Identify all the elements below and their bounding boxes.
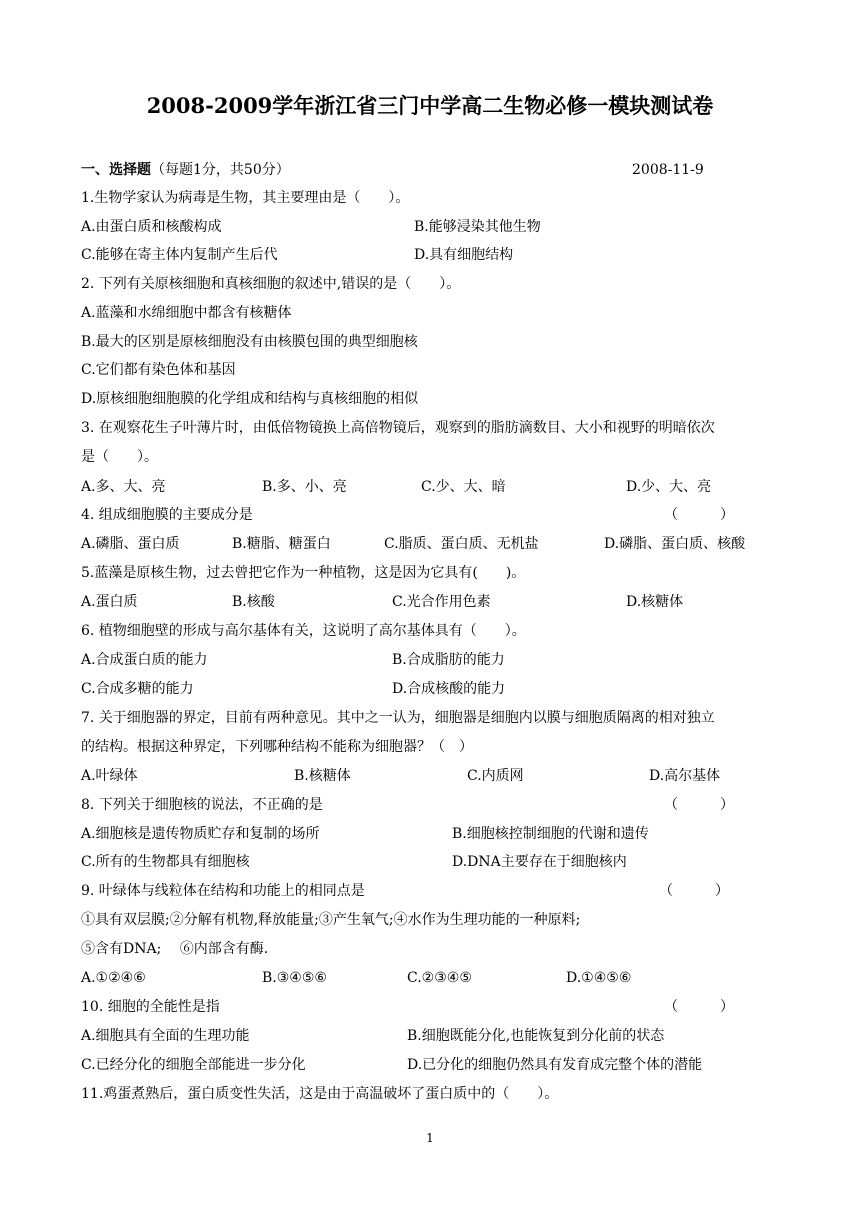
question-3-stem-line-2: 是（ ）。: [81, 449, 158, 465]
question-5-option-c: C.光合作用色素: [392, 594, 491, 610]
question-5-option-d: D.核糖体: [626, 594, 684, 610]
question-1-option-d: D.具有细胞结构: [414, 247, 514, 263]
page-title: 2008-2009学年浙江省三门中学高二生物必修一模块测试卷: [146, 93, 714, 118]
question-6-option-c: C.合成多糖的能力: [81, 681, 194, 697]
question-9-stem: 9. 叶绿体与线粒体在结构和功能上的相同点是: [81, 883, 365, 899]
question-3-option-d: D.少、大、亮: [626, 479, 712, 495]
question-3-stem-line-1: 3. 在观察花生子叶薄片时，由低倍物镜换上高倍物镜后，观察到的脂肪滴数目、大小和视野的明暗依次: [81, 420, 715, 436]
question-2-option-a: A.蓝藻和水绵细胞中都含有核糖体: [81, 305, 292, 321]
page-number: 1: [426, 1131, 434, 1145]
question-5-option-a: A.蛋白质: [81, 594, 138, 610]
question-8-option-c: C.所有的生物都具有细胞核: [81, 854, 250, 870]
exam-date: 2008-11-9: [632, 162, 704, 178]
question-2-option-b: B.最大的区别是原核细胞没有由核膜包围的典型细胞核: [81, 334, 418, 350]
question-11-stem: 11.鸡蛋煮熟后，蛋白质变性失活，这是由于高温破坏了蛋白质中的（ ）。: [81, 1086, 559, 1102]
question-10-option-d: D.已分化的细胞仍然具有发育成完整个体的潜能: [407, 1057, 703, 1073]
question-7-option-a: A.叶绿体: [81, 768, 138, 784]
question-8-option-b: B.细胞核控制细胞的代谢和遗传: [452, 826, 649, 842]
question-4-option-d: D.磷脂、蛋白质、核酸: [604, 536, 746, 552]
question-8-option-d: D.DNA主要存在于细胞核内: [452, 854, 627, 870]
question-4-option-c: C.脂质、蛋白质、无机盐: [384, 536, 539, 552]
question-4-answer-blank: （ ）: [664, 507, 734, 523]
question-2-option-c: C.它们都有染色体和基因: [81, 362, 236, 378]
question-5-stem: 5.蓝藻是原核生物，过去曾把它作为一种植物，这是因为它具有( )。: [81, 565, 526, 581]
question-7-stem-line-1: 7. 关于细胞器的界定，目前有两种意见。其中之一认为，细胞器是细胞内以膜与细胞质隔离的相对独立: [81, 710, 715, 726]
question-2-option-d: D.原核细胞细胞膜的化学组成和结构与真核细胞的相似: [81, 391, 419, 407]
question-6-stem: 6. 植物细胞壁的形成与高尔基体有关，这说明了高尔基体具有（ ）。: [81, 623, 526, 639]
question-1-stem: 1.生物学家认为病毒是生物，其主要理由是（ ）。: [81, 190, 410, 206]
question-3-option-c: C.少、大、暗: [421, 479, 506, 495]
question-8-option-a: A.细胞核是遗传物质贮存和复制的场所: [81, 826, 320, 842]
question-1-option-b: B.能够浸染其他生物: [414, 219, 541, 235]
question-9-option-d: D.①④⑤⑥: [566, 970, 632, 986]
question-9-option-c: C.②③④⑤: [407, 970, 472, 986]
question-8-answer-blank: （ ）: [664, 797, 734, 813]
question-7-option-b: B.核糖体: [294, 768, 351, 784]
question-7-option-d: D.高尔基体: [649, 768, 721, 784]
question-9-answer-blank: （ ）: [659, 883, 729, 899]
question-10-option-b: B.细胞既能分化,也能恢复到分化前的状态: [407, 1028, 665, 1044]
question-9-statements-line-2: ⑤含有DNA; ⑥内部含有酶.: [81, 941, 269, 957]
question-10-option-c: C.已经分化的细胞全部能进一步分化: [81, 1057, 306, 1073]
question-3-option-b: B.多、小、亮: [262, 479, 347, 495]
question-7-option-c: C.内质网: [467, 768, 524, 784]
question-6-option-a: A.合成蛋白质的能力: [81, 652, 208, 668]
section-header: [81, 161, 290, 179]
question-5-option-b: B.核酸: [232, 594, 275, 610]
question-9-option-b: B.③④⑤⑥: [262, 970, 327, 986]
question-8-stem: 8. 下列关于细胞核的说法，不正确的是: [81, 797, 323, 813]
question-3-option-a: A.多、大、亮: [81, 479, 166, 495]
question-2-stem: 2. 下列有关原核细胞和真核细胞的叙述中,错误的是（ ）。: [81, 276, 461, 292]
question-7-stem-line-2: 的结构。根据这种界定，下列哪种结构不能称为细胞器？（ ）: [81, 739, 473, 755]
question-9-option-a: A.①②④⑥: [81, 970, 146, 986]
question-6-option-d: D.合成核酸的能力: [392, 681, 506, 697]
question-1-option-a: A.由蛋白质和核酸构成: [81, 219, 222, 235]
question-10-answer-blank: （ ）: [664, 999, 734, 1015]
question-10-stem: 10. 细胞的全能性是指: [81, 999, 220, 1015]
question-10-option-a: A.细胞具有全面的生理功能: [81, 1028, 250, 1044]
section-heading: 一、选择题: [81, 162, 151, 178]
question-4-stem: 4. 组成细胞膜的主要成分是: [81, 507, 253, 523]
question-9-statements-line-1: ①具有双层膜;②分解有机物,释放能量;③产生氧气;④水作为生理功能的一种原料;: [81, 912, 581, 928]
question-1-option-c: C.能够在寄主体内复制产生后代: [81, 247, 278, 263]
section-note: （每题1分，共50分）: [151, 162, 290, 178]
question-4-option-a: A.磷脂、蛋白质: [81, 536, 180, 552]
question-4-option-b: B.糖脂、糖蛋白: [232, 536, 331, 552]
question-6-option-b: B.合成脂肪的能力: [392, 652, 505, 668]
